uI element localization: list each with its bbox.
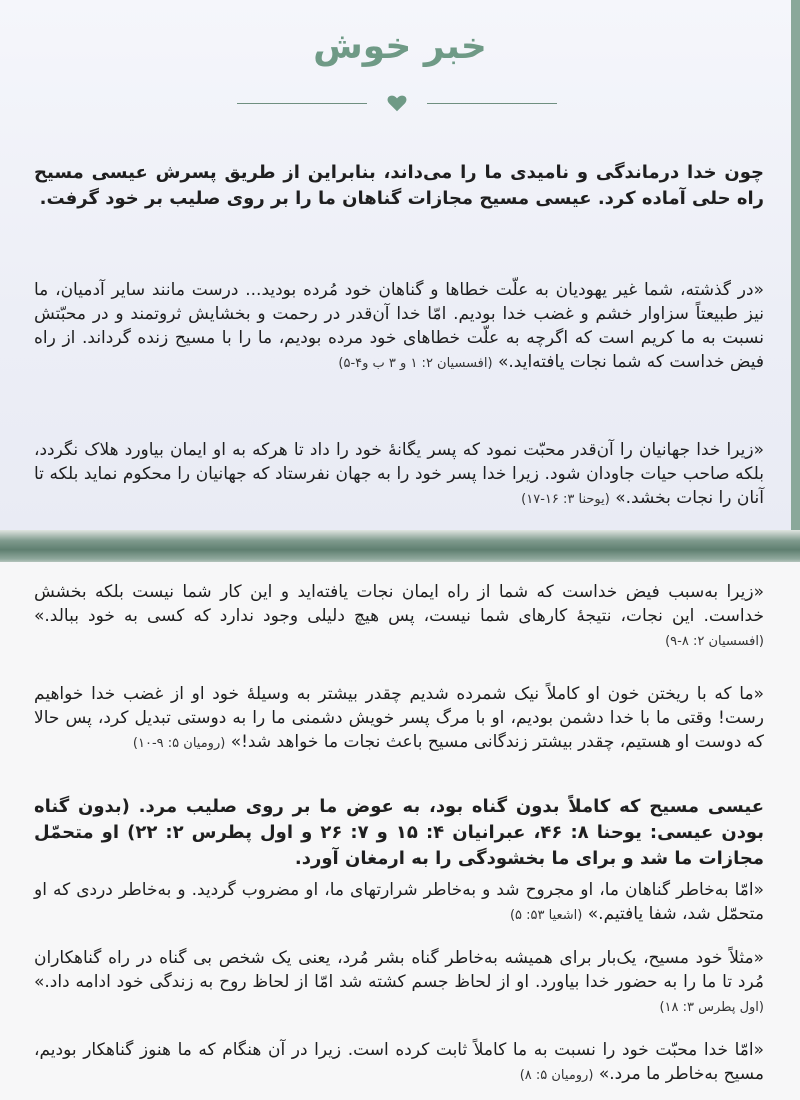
quote-text: «ما که با ریختن خون او کاملاً نیک شمرده شدیم چقدر بیشتر به وسیلهٔ خود او از غضب خدا خواهیم رست! وقتی ما با خدا دشمن بودیم، او با مرگ پسر خویش دشمنی ما را به دوستی تبدیل کرد، پس حالا که دوست او هستیم، چقدر بیشتر زندگانی مسیح باعث نجات ما خواهد شد!»: [34, 684, 764, 752]
page-title: خبر خوش: [313, 26, 487, 67]
scripture-reference: (رومیان ۵: ۸): [519, 1068, 594, 1083]
divider-line-left: [237, 103, 367, 104]
book-spine: [0, 530, 800, 566]
quote-text: «زیرا خدا جهانیان را آن‌قدر محبّت نمود که پسر یگانهٔ خود را داد تا هرکه به او ایمان بیاورد هلاک نگردد، بلکه صاحب حیات جاودان شود. زیرا خدا پسر خود را به جهان نفرستاد که جهانیان را محکوم نماید بلکه تا آنان را نجات بخشد.»: [34, 440, 764, 508]
quote-ephesians-2-1-5: [34, 278, 764, 376]
quote-text: «امّا خدا محبّت خود را نسبت به ما کاملاً ثابت کرده است. زیرا در آن هنگام که ما هنوز گناهکار بودیم، مسیح به‌خاطر ما مرد.»: [34, 1040, 764, 1084]
scripture-reference: (افسسیان ۲: ۱ و ۳ ب و۴-۵): [338, 356, 493, 371]
quote-text: «در گذشته، شما غیر یهودیان به علّت خطاها و گناهان خود مُرده بودید... درست مانند سایر آدمیان، ما نیز طبیعتاً سزاوار خشم و غضب خدا بودیم. امّا خدا آن‌قدر در رحمت و بخشایش ثروتمند و در محبّتش نسبت به ما کریم است که اگرچه به علّت خطاهای خود مرده بودیم، ما را با مسیح زنده گرداند. از راه فیض خداست که شما نجات یافته‌اید.»: [34, 280, 764, 372]
quote-text: «زیرا به‌سبب فیض خداست که شما از راه ایمان نجات یافته‌اید و این کار شما نیست بلکه بخشش خداست. این نجات، نتیجهٔ کارهای شما نیست، پس هیچ دلیلی وجود ندارد که کسی به خود ببالد.»: [34, 582, 764, 626]
quote-romans-5-8: [34, 1038, 764, 1088]
intro-paragraph: چون خدا درماندگی و نامیدی ما را می‌داند، بنابراین از طریق پسرش عیسی مسیح راه حلی آماده کرد. عیسی مسیح مجازات گناهان ما را بر روی صلیب بر خود گرفت.: [34, 162, 764, 209]
page-edge-band: [791, 0, 800, 534]
heart-icon: [386, 92, 408, 114]
quote-john-3-16-17: [34, 438, 764, 512]
quote-ephesians-2-8-9: [34, 580, 764, 654]
quote-1-peter-3-18: [34, 946, 764, 1020]
quote-text: «مثلاً خود مسیح، یک‌بار برای همیشه به‌خاطر گناه بشر مُرد، یعنی یک شخص بی گناه در راه گناهکاران مُرد تا ما را به حضور خدا بیاورد. او از لحاظ جسم کشته شد امّا از لحاظ روح به زندگی خود ادامه داد.»: [34, 948, 764, 992]
statement-paragraph: عیسی مسیح که کاملاً بدون گناه بود، به عوض ما بر روی صلیب مرد. (بدون گناه بودن عیسی: یوحنا ۸: ۴۶، عبرانیان ۴: ۱۵ و ۷: ۲۶ و اول پطرس ۲: ۲۲) او متحمّل مجازات ما شد و برای ما بخشودگی را به ارمغان آورد.: [34, 796, 764, 869]
title-divider: [237, 92, 557, 114]
quote-isaiah-53-5: [34, 878, 764, 928]
scripture-reference: (اول پطرس ۳: ۱۸): [659, 1000, 764, 1015]
scripture-reference: (اشعیا ۵۳: ۵): [509, 908, 583, 923]
scripture-reference: (افسسیان ۲: ۸-۹): [665, 634, 764, 649]
quote-text: «امّا به‌خاطر گناهان ما، او مجروح شد و به‌خاطر شرارتهای ما، او مضروب گردید. و به‌خاطر دردی که او متحمّل شد، شفا یافتیم.»: [34, 880, 764, 924]
divider-line-right: [427, 103, 557, 104]
scripture-reference: (یوحنا ۳: ۱۶-۱۷): [521, 492, 610, 507]
scripture-reference: (رومیان ۵: ۹-۱۰): [132, 736, 226, 751]
quote-romans-5-9-10: [34, 682, 764, 756]
